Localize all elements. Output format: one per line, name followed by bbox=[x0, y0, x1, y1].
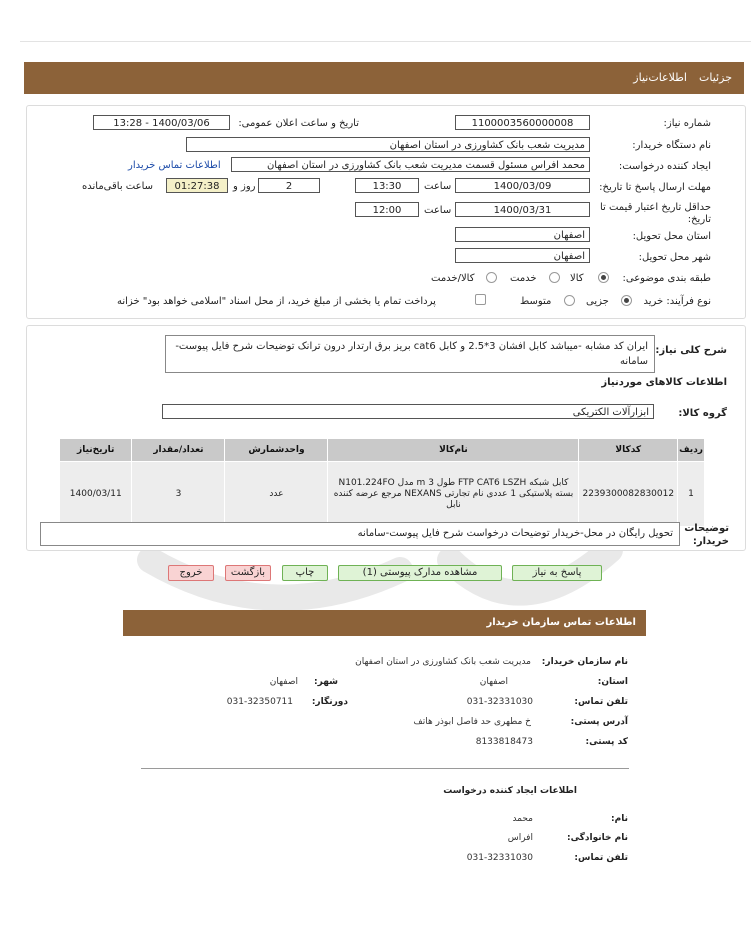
creator-label: ایجاد کننده درخواست: bbox=[618, 161, 711, 172]
payment-note: پرداخت تمام یا بخشی از مبلغ خرید، از محل اسناد "اسلامی خواهد بود" خزانه bbox=[117, 296, 436, 307]
exit-button[interactable]: خروج bbox=[168, 565, 214, 581]
cell-qty: 3 bbox=[132, 462, 225, 527]
page-header bbox=[24, 62, 744, 94]
cell-unit: عدد bbox=[225, 462, 328, 527]
need-number-field: 1100003560000008 bbox=[455, 115, 590, 130]
attachments-button[interactable]: مشاهده مدارک پیوستی (1) bbox=[338, 565, 502, 581]
creator-phone-label: تلفن تماس: bbox=[574, 853, 628, 863]
validity-time-label: ساعت bbox=[424, 205, 452, 216]
cell-row: 1 bbox=[678, 462, 705, 527]
col-code: کدکالا bbox=[579, 439, 678, 462]
remaining-label: ساعت باقی‌مانده bbox=[82, 181, 154, 192]
goods-section-title: اطلاعات کالاهای موردنیاز bbox=[601, 377, 727, 388]
days-label: روز و bbox=[233, 181, 256, 192]
col-name: نام‌کالا bbox=[328, 439, 579, 462]
category-goods-service-label: کالا/خدمت bbox=[431, 273, 475, 284]
process-label: نوع فرآیند: خرید bbox=[643, 296, 711, 307]
reply-button[interactable]: پاسخ به نیاز bbox=[512, 565, 602, 581]
category-service-radio[interactable] bbox=[549, 272, 560, 283]
remaining-timer: 01:27:38 bbox=[166, 178, 228, 193]
creator-section-title: اطلاعات ایجاد کننده درخواست bbox=[443, 786, 577, 796]
buyer-notes-text: تحویل رایگان در محل-خریدار توضیحات درخواست شرح فایل پیوست-سامانه bbox=[40, 522, 680, 546]
deadline-date-field: 1400/03/09 bbox=[455, 178, 590, 193]
address-label: آدرس پستی: bbox=[570, 717, 628, 727]
validity-date-field: 1400/03/31 bbox=[455, 202, 590, 217]
fax-value: 031-32350711 bbox=[226, 697, 293, 707]
print-button[interactable]: چاپ bbox=[282, 565, 328, 581]
buyer-field: مدیریت شعب بانک کشاورزی در استان اصفهان bbox=[186, 137, 590, 152]
buyer-notes-label: توضیحات خریدار: bbox=[684, 523, 729, 547]
phone-value: 031-32331030 bbox=[466, 697, 533, 707]
category-goods-radio[interactable] bbox=[598, 272, 609, 283]
validity-label: حداقل تاریخ اعتبار قیمت تا تاریخ: bbox=[599, 202, 711, 225]
contact-title: اطلاعات تماس سازمان خریدار bbox=[486, 617, 636, 628]
cell-name: کابل شبکه FTP CAT6 LSZH طول 3 m مدل N101.224FO بسته پلاستیکی 1 عددی نام تجارتی NEXANS مرجع عرضه کننده نابل bbox=[328, 462, 579, 527]
creator-family-label: نام خانوادگی: bbox=[566, 833, 628, 843]
announce-field: 1400/03/06 - 13:28 bbox=[93, 115, 230, 130]
phone-label: تلفن تماس: bbox=[574, 697, 628, 707]
goods-group-field: ابزارآلات الکتریکی bbox=[162, 404, 654, 419]
goods-table bbox=[59, 438, 705, 527]
address-value: خ مطهری حد فاصل ابوذر هاتف bbox=[413, 717, 531, 727]
process-medium-radio[interactable] bbox=[564, 295, 575, 306]
col-row: ردیف bbox=[678, 439, 705, 462]
fax-label: دورنگار: bbox=[311, 697, 348, 707]
province-field: اصفهان bbox=[455, 227, 590, 242]
creator-name-label: نام: bbox=[611, 814, 628, 824]
need-summary-label: شرح کلی نیاز: bbox=[655, 345, 727, 356]
col-unit: واحدشمارش bbox=[225, 439, 328, 462]
process-partial-radio[interactable] bbox=[621, 295, 632, 306]
table-row bbox=[60, 462, 705, 527]
contact-header bbox=[123, 610, 646, 636]
validity-time-field: 12:00 bbox=[355, 202, 419, 217]
goods-group-label: گروه کالا: bbox=[678, 408, 727, 419]
postal-value: 8133818473 bbox=[475, 737, 533, 747]
contact-divider bbox=[141, 768, 629, 769]
process-medium-label: متوسط bbox=[520, 296, 552, 307]
cell-code: 2239300082830012 bbox=[579, 462, 678, 527]
need-summary-text: ایران کد مشابه -میباشد کابل افشان 3*2.5 و کابل cat6 بریز برق ارتدار درون ترانک توضیحات شرح فایل پیوست-سامانه bbox=[165, 335, 655, 373]
creator-name-value: محمد bbox=[512, 814, 533, 824]
deadline-time-label: ساعت bbox=[424, 181, 452, 192]
city-label: شهر محل تحویل: bbox=[638, 252, 711, 263]
creator-phone-value: 031-32331030 bbox=[466, 853, 533, 863]
contact-info-link[interactable]: اطلاعات تماس خریدار bbox=[128, 160, 221, 171]
need-number-label: شماره نیاز: bbox=[663, 118, 711, 129]
payment-checkbox[interactable] bbox=[475, 294, 486, 305]
postal-label: کد پستی: bbox=[585, 737, 628, 747]
category-label: طبقه بندی موضوعی: bbox=[622, 273, 711, 284]
cell-date: 1400/03/11 bbox=[60, 462, 132, 527]
buyer-label: نام دستگاه خریدار: bbox=[632, 140, 711, 151]
province-label: استان محل تحویل: bbox=[632, 231, 711, 242]
contact-province-label: استان: bbox=[597, 677, 628, 687]
deadline-label: مهلت ارسال پاسخ تا تاریخ: bbox=[599, 182, 711, 193]
tab-need-info[interactable]: اطلاعات‌نیاز bbox=[633, 71, 687, 84]
category-goods-service-radio[interactable] bbox=[486, 272, 497, 283]
category-goods-label: کالا bbox=[570, 273, 584, 284]
contact-province-value: اصفهان bbox=[479, 677, 508, 687]
org-label: نام سازمان خریدار: bbox=[541, 657, 628, 667]
category-service-label: خدمت bbox=[510, 273, 537, 284]
creator-field: محمد افراس مسئول قسمت مدیریت شعب بانک کشاورزی در استان اصفهان bbox=[231, 157, 590, 172]
contact-city-value: اصفهان bbox=[269, 677, 298, 687]
days-field: 2 bbox=[258, 178, 320, 193]
tab-details[interactable]: جزئیات bbox=[699, 71, 732, 84]
col-date: تاریخ‌نیاز bbox=[60, 439, 132, 462]
col-qty: تعداد/مقدار bbox=[132, 439, 225, 462]
back-button[interactable]: بازگشت bbox=[225, 565, 271, 581]
top-divider bbox=[20, 41, 751, 42]
creator-family-value: افراس bbox=[507, 833, 533, 843]
org-value: مدیریت شعب بانک کشاورزی در استان اصفهان bbox=[355, 657, 531, 667]
process-partial-label: جزیی bbox=[586, 296, 609, 307]
announce-label: تاریخ و ساعت اعلان عمومی: bbox=[238, 118, 359, 129]
deadline-time-field: 13:30 bbox=[355, 178, 419, 193]
contact-city-label: شهر: bbox=[314, 677, 338, 687]
city-field: اصفهان bbox=[455, 248, 590, 263]
